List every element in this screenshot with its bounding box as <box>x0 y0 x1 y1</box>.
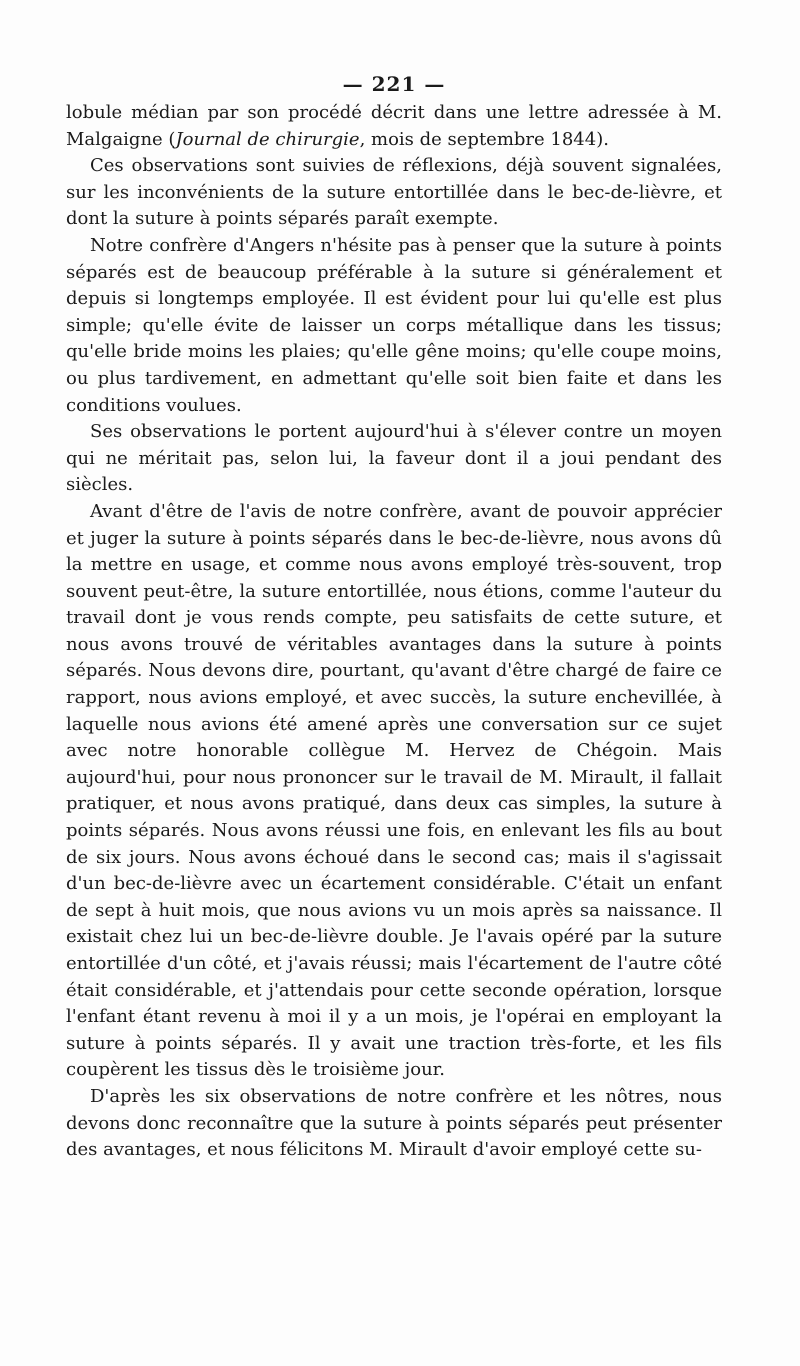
text-run: Avant d'être de l'avis de notre confrère, avant de pouvoir apprécier et juger la suture à points séparés dans le bec-de-lièvre, nous avons dû la mettre en usage, et comme nous avons employé très-souvent, trop souvent peut-être, la suture entortillée, nous étions, comme l'auteur du travail dont je vous rends compte, peu satisfaits de cette suture, et nous avons trouvé de véritables avantages dans la suture à points séparés. Nous devons dire, pourtant, qu'avant d'être chargé de faire ce rapport, nous avions employé, et avec succès, la suture enchevillée, à laquelle nous avions été amené après une conversation sur ce sujet avec notre honorable collègue M. Hervez de Chégoin. Mais aujourd'hui, pour nous prononcer sur le travail de M. Mirault, il fallait pratiquer, et nous avons pratiqué, dans deux cas simples, la suture à points séparés. Nous avons réussi une fois, en enlevant les fils au bout de six jours. Nous avons échoué dans le second cas; mais il s'agissait d'un bec-de-lièvre avec un écartement considérable. C'était un enfant de sept à huit mois, que nous avions vu un mois après sa naissance. Il existait chez lui un bec-de-lièvre double. Je l'avais opéré par la suture entortillée d'un côté, et j'avais réussi; mais l'écartement de l'autre côté était considérable, et j'attendais pour cette seconde opération, lorsque l'enfant étant revenu à moi il y a un mois, je l'opérai en employant la suture à points séparés. Il y avait une traction très-forte, et les fils coupèrent les tissus dès le troisième jour. <box>66 500 722 1081</box>
text-run: Ses observations le portent aujourd'hui à s'élever contre un moyen qui ne méritait pas, selon lui, la faveur dont il a joui pendant des siècles. <box>66 421 722 496</box>
text-run: , mois de septembre 1844). <box>359 128 609 150</box>
italic-citation: Journal de chirurgie <box>175 128 360 150</box>
text-run: lobule médian par son procédé décrit dans une lettre adressée à M. Malgaigne ( <box>66 102 722 150</box>
paragraph <box>66 1084 722 1164</box>
paragraph <box>66 233 722 419</box>
body-text <box>66 100 722 1164</box>
paragraph <box>66 419 722 499</box>
paragraph <box>66 499 722 1084</box>
text-run: Notre confrère d'Angers n'hésite pas à penser que la suture à points séparés est de beaucoup préférable à la suture si généralement et depuis si longtemps employée. Il est évident pour lui qu'elle est plus simple; qu'elle évite de laisser un corps métallique dans les tissus; qu'elle bride moins les plaies; qu'elle gêne moins; qu'elle coupe moins, ou plus tardivement, en admettant qu'elle soit bien faite et dans les conditions voulues. <box>66 234 722 416</box>
page-number: — 221 — <box>342 72 446 96</box>
text-run: Ces observations sont suivies de réflexions, déjà souvent signalées, sur les inconvénients de la suture entortillée dans le bec-de-lièvre, et dont la suture à points séparés paraît exempte. <box>66 155 722 230</box>
paragraph <box>66 153 722 233</box>
paragraph <box>66 100 722 153</box>
text-run: D'après les six observations de notre confrère et les nôtres, nous devons donc reconnaître que la suture à points séparés peut présenter des avantages, et nous félicitons M. Mirault d'avoir employé cette su- <box>66 1085 722 1161</box>
